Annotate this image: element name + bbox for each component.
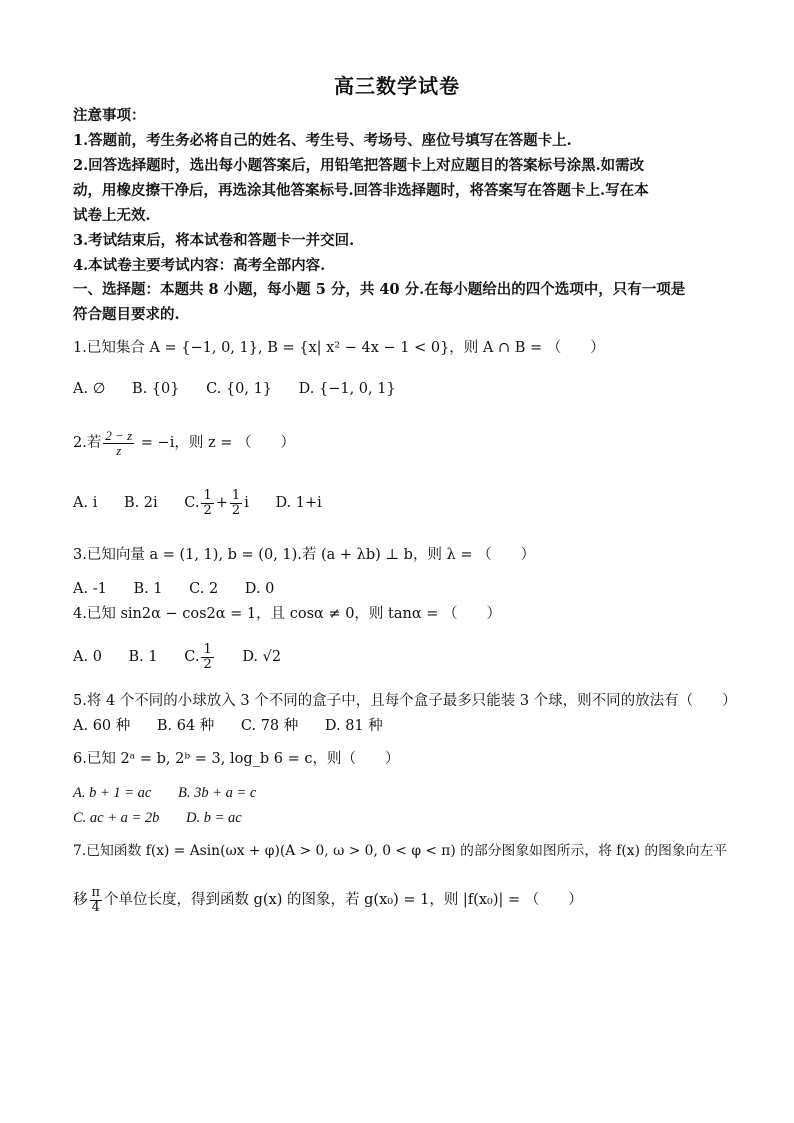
question-2-stem [73, 428, 723, 458]
q7-frac-den: 4 [91, 899, 100, 915]
q2-option-c-frac1 [201, 489, 213, 518]
q2-c-plus: + [215, 495, 228, 511]
question-4-options [73, 642, 723, 672]
section-heading: 一、选择题：本题共 8 小题，每小题 5 分，共 40 分.在每小题给出的四个选项中，只有一项是 [73, 281, 686, 298]
q1-option-a: A. ∅ [73, 381, 106, 397]
q2-fraction [103, 429, 134, 458]
q4-option-d: D. √2 [242, 649, 282, 665]
q4-option-c [184, 642, 215, 672]
q7-prefix: 移 [73, 892, 88, 908]
question-6-stem: 6.已知 2ᵃ = b, 2ᵇ = 3, log_b 6 = c，则（ ） [73, 751, 400, 767]
q3-option-b: B. 1 [133, 581, 163, 597]
q7-suffix: 个单位长度，得到函数 g(x) 的图象，若 g(x₀) = 1，则 |f(x₀)| = （ ） [104, 892, 583, 908]
q2-option-c [184, 488, 249, 518]
q4-option-c-label: C. [184, 649, 200, 665]
q2-c-f2-den: 2 [231, 502, 241, 518]
question-6-options-row2 [73, 808, 723, 828]
q6-option-c: C. ac + a = 2b [73, 810, 160, 826]
q1-option-c: C. {0, 1} [206, 381, 273, 397]
q5-option-c: C. 78 种 [240, 718, 299, 734]
question-3-stem: 3.已知向量 a = (1, 1), b = (0, 1).若 (a + λb) ⊥ b，则 λ = （ ） [73, 547, 536, 563]
question-5-stem: 5.将 4 个不同的小球放入 3 个不同的盒子中，且每个盒子最多只能装 3 个球，则不同的放法有（ ） [73, 693, 737, 709]
q3-option-a: A. -1 [73, 581, 107, 597]
q2-c-tail: i [244, 495, 249, 511]
q5-option-b: B. 64 种 [156, 718, 215, 734]
notice-item-2: 2.回答选择题时，选出每小题答案后，用铅笔把答题卡上对应题目的答案标号涂黑.如需改 [73, 157, 645, 174]
section-heading-cont: 符合题目要求的. [73, 306, 180, 323]
q2-suffix: = −i，则 z = （ ） [136, 435, 295, 451]
q2-option-d: D. 1+i [275, 495, 322, 511]
notice-item-2-cont: 动，用橡皮擦干净后，再选涂其他答案标号.回答非选择题时，将答案写在答题卡上.写在本 [73, 182, 649, 199]
question-7-stem: 7.已知函数 f(x) = Asin(ωx + φ)(A > 0, ω > 0, 0 < φ < π) 的部分图象如图所示，将 f(x) 的图象向左平 [73, 843, 728, 859]
q5-option-a: A. 60 种 [73, 718, 131, 734]
q6-option-b: B. 3b + a = c [177, 785, 257, 801]
question-2-options [73, 488, 723, 518]
notice-item-3: 3.考试结束后，将本试卷和答题卡一并交回. [73, 232, 355, 249]
notice-item-2-end: 试卷上无效. [73, 207, 151, 224]
q4-option-b: B. 1 [128, 649, 158, 665]
page-title: 高三数学试卷 [334, 74, 460, 98]
question-6-options-row1 [73, 783, 723, 803]
q4-option-c-frac [201, 643, 213, 672]
q3-option-c: C. 2 [189, 581, 219, 597]
q2-frac-num: 2 − z [105, 427, 133, 443]
question-3-options [73, 579, 723, 599]
q4-option-a: A. 0 [73, 649, 102, 665]
q2-option-c-frac2 [230, 489, 242, 518]
q5-option-d: D. 81 种 [324, 718, 383, 734]
q1-option-d: D. {−1, 0, 1} [298, 381, 396, 397]
question-5-options [73, 716, 723, 736]
q3-option-d: D. 0 [244, 581, 275, 597]
q6-option-a: A. b + 1 = ac [73, 785, 152, 801]
q4-c-den: 2 [203, 656, 212, 672]
q2-frac-den: z [116, 442, 122, 458]
q7-frac-num: π [91, 884, 101, 900]
q1-option-b: B. {0} [131, 381, 180, 397]
q2-c-f1-num: 1 [203, 487, 212, 503]
q2-c-f1-den: 2 [203, 502, 212, 518]
notice-item-1: 1.答题前，考生务必将自己的姓名、考生号、考场号、座位号填写在答题卡上. [73, 132, 572, 149]
notice-heading: 注意事项： [73, 107, 146, 124]
question-1-stem: 1.已知集合 A = {−1, 0, 1}, B = {x| x² − 4x − 1 < 0}，则 A ∩ B = （ ） [73, 340, 605, 356]
q4-c-num: 1 [203, 641, 212, 657]
q2-prefix: 2.若 [73, 435, 102, 451]
question-1-options [73, 379, 723, 399]
question-4-stem: 4.已知 sin2α − cos2α = 1，且 cosα ≠ 0，则 tanα = （ ） [73, 606, 502, 622]
q6-option-d: D. b = ac [186, 810, 242, 826]
q7-fraction [90, 886, 103, 915]
question-7-stem-cont [73, 885, 723, 915]
q2-c-f2-num: 1 [231, 487, 241, 503]
q2-option-a: A. i [73, 495, 98, 511]
q2-option-b: B. 2i [123, 495, 158, 511]
notice-item-4: 4.本试卷主要考试内容：高考全部内容. [73, 257, 326, 274]
q2-option-c-label: C. [184, 495, 200, 511]
